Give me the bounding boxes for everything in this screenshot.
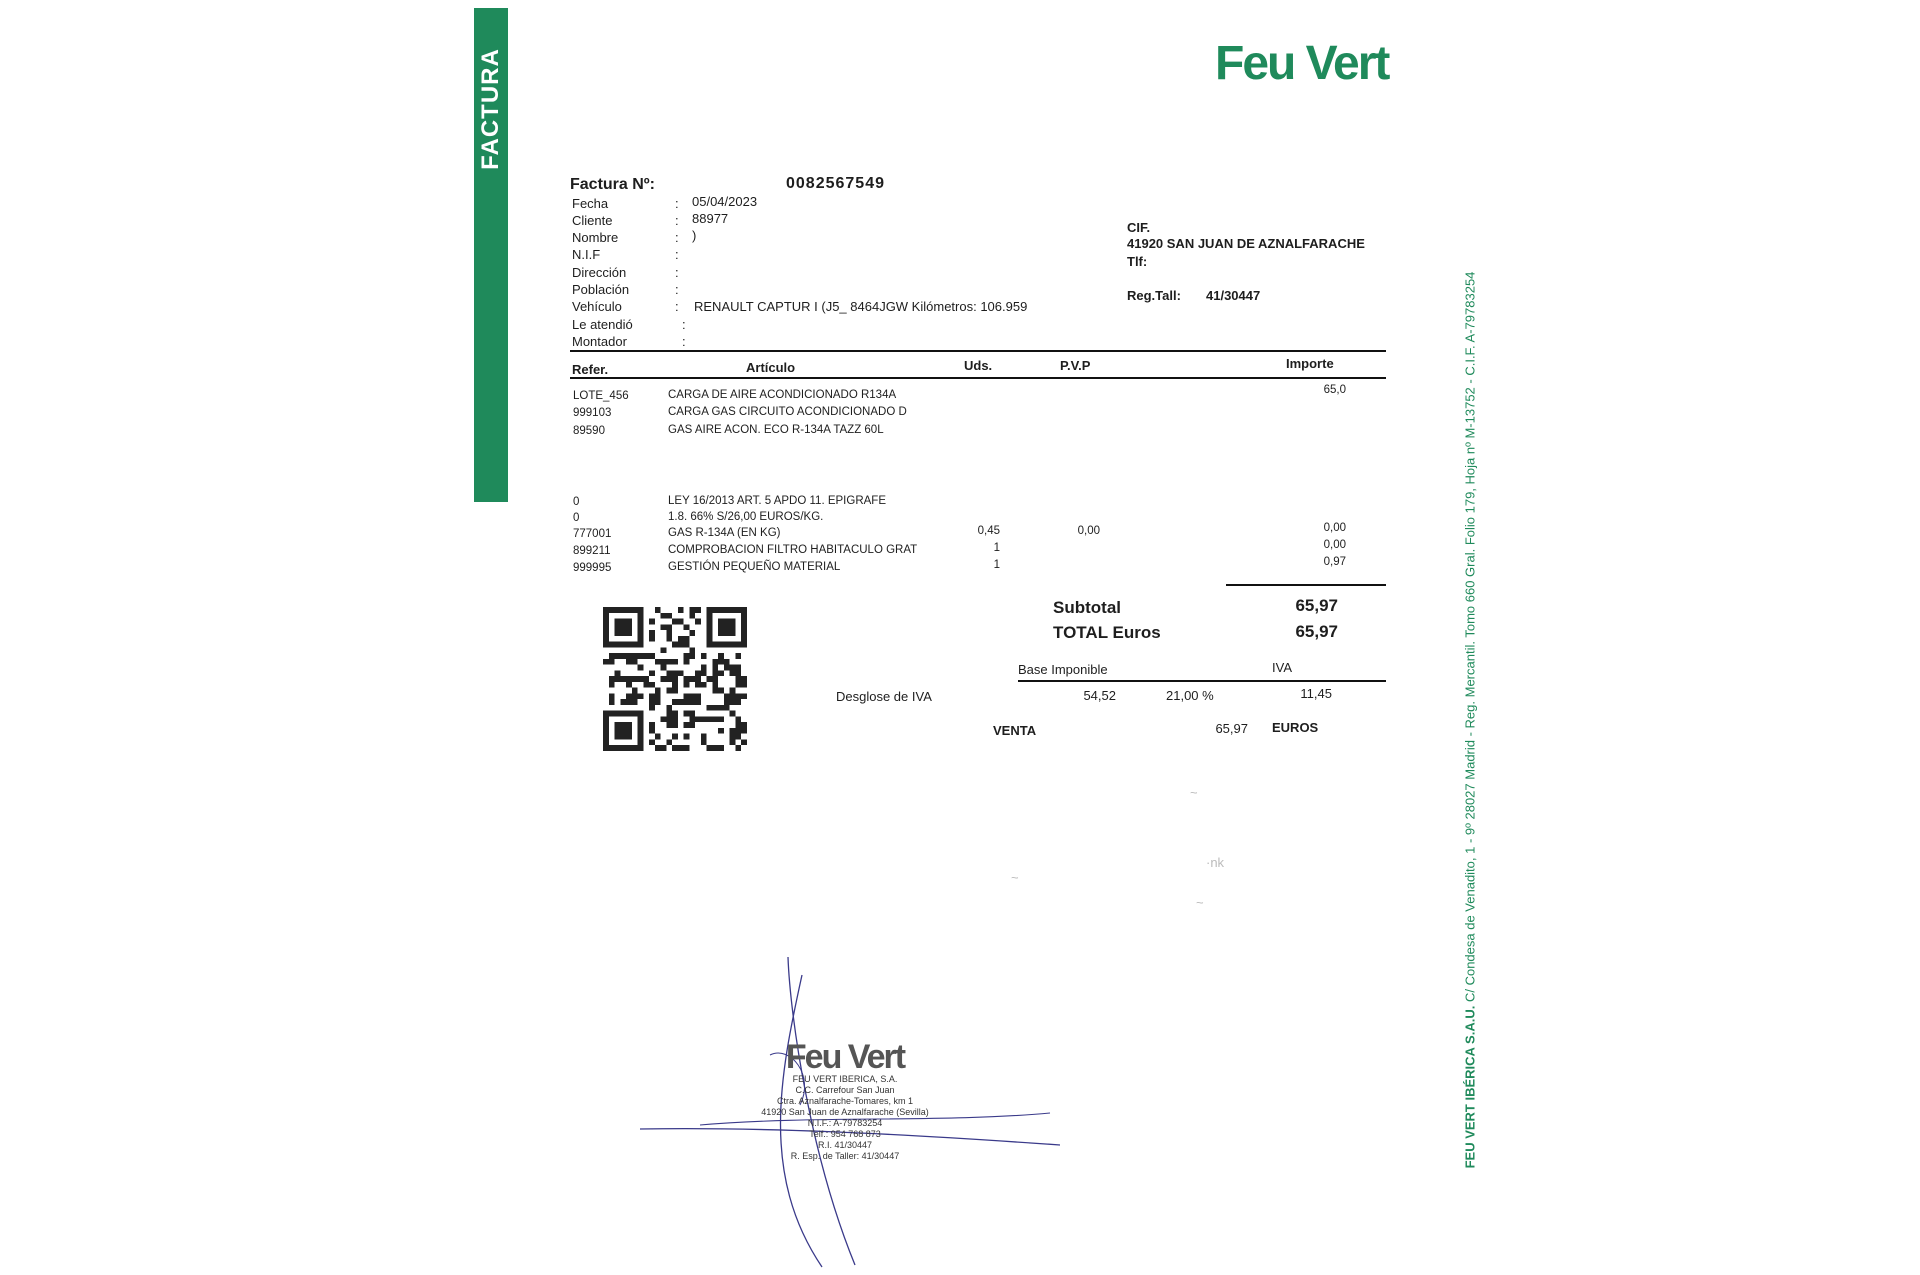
vat-rate: 21,00 % <box>1166 688 1214 703</box>
field-label: Le atendió <box>572 317 633 332</box>
row-ref: 89590 <box>573 425 605 437</box>
stamp-line: R. Esp. de Taller: 41/30447 <box>790 1151 900 1161</box>
field-separator: : <box>682 317 686 332</box>
venta-value: 65,97 <box>1215 721 1248 736</box>
field-label: Vehículo <box>572 299 622 314</box>
stamp-line: Ctra. Aznalfarache-Tomares, km 1 <box>776 1096 914 1106</box>
row-article: GESTIÓN PEQUEÑO MATERIAL <box>668 561 841 573</box>
stamp-line: C.C. Carrefour San Juan <box>795 1085 895 1095</box>
field-label: N.I.F <box>572 247 601 262</box>
row-ref: 0 <box>573 496 580 508</box>
row-ref: 999103 <box>573 407 612 419</box>
iva-label: IVA <box>1272 660 1292 675</box>
row-article: GAS AIRE ACON. ECO R-134A TAZZ 60L <box>668 424 884 436</box>
total-label: TOTAL Euros <box>1053 623 1161 642</box>
side-band-label: FACTURA <box>477 48 504 170</box>
subtotal-label: Subtotal <box>1053 598 1121 617</box>
field-label: Fecha <box>572 196 609 211</box>
row-article: CARGA DE AIRE ACONDICIONADO R134A <box>668 389 897 401</box>
stamp-line: 41920 San Juan de Aznalfarache (Sevilla) <box>761 1107 929 1117</box>
field-separator: : <box>675 230 679 245</box>
total-value: 65,97 <box>1295 622 1338 641</box>
stamp-line: FEU VERT IBERICA, S.A. <box>792 1074 898 1084</box>
row-amount: 0,00 <box>1323 539 1346 551</box>
row-ref: LOTE_456 <box>573 390 629 402</box>
subtotal-value: 65,97 <box>1295 596 1338 615</box>
vat-breakdown-label: Desglose de IVA <box>836 689 932 704</box>
stamp-line: R.I. 41/30447 <box>817 1140 873 1150</box>
qr-code-image <box>603 607 747 751</box>
row-article: COMPROBACION FILTRO HABITACULO GRAT <box>668 544 918 556</box>
field-separator: : <box>675 299 679 314</box>
stamp-line: N.I.F.: A-79783254 <box>807 1118 883 1128</box>
row-amount: 0,00 <box>1323 522 1346 534</box>
base-imponible-label: Base Imponible <box>1018 662 1108 677</box>
faint-mark: ~ <box>1196 895 1204 910</box>
faint-mark: ·nk <box>1206 855 1225 870</box>
venta-label: VENTA <box>993 723 1037 738</box>
row-ref: 777001 <box>573 528 612 540</box>
reg-tall-label: Reg.Tall: <box>1127 288 1181 303</box>
vat-iva-value: 11,45 <box>1300 686 1332 701</box>
field-label: Dirección <box>572 265 627 280</box>
header-units: Uds. <box>964 358 993 373</box>
row-amount: 0,97 <box>1323 556 1346 568</box>
row-article: LEY 16/2013 ART. 5 APDO 11. EPIGRAFE <box>668 495 886 507</box>
reg-tall-value: 41/30447 <box>1206 288 1261 303</box>
field-separator: : <box>675 247 679 262</box>
row-ref: 899211 <box>573 545 611 557</box>
totals-rule <box>1226 584 1386 586</box>
field-separator: : <box>675 213 679 228</box>
cif-label: CIF. <box>1127 220 1151 235</box>
field-label: Montador <box>572 334 627 349</box>
field-value: 88977 <box>692 211 729 226</box>
field-label: Cliente <box>572 213 613 228</box>
row-article: CARGA GAS CIRCUITO ACONDICIONADO D <box>668 406 907 418</box>
side-band-label-box <box>474 8 508 210</box>
feu-vert-logo: Feu Vert <box>1215 37 1389 90</box>
field-label: Población <box>572 282 630 297</box>
header-ref: Refer. <box>572 362 609 377</box>
header-article: Artículo <box>746 360 796 375</box>
row-article: GAS R-134A (EN KG) <box>668 527 781 539</box>
company-stamp <box>745 1040 945 1162</box>
stamp-line: Telf.: 954 768 873 <box>809 1129 881 1139</box>
tlf-label: Tlf: <box>1127 254 1148 269</box>
row-pvp: 0,00 <box>1077 525 1100 537</box>
vertical-footer <box>1460 220 1480 1220</box>
field-value: RENAULT CAPTUR I (J5_ 8464JGW Kilómetros: 106.959 <box>694 299 1028 314</box>
row-units: 1 <box>993 559 1000 571</box>
faint-mark: ~ <box>1190 785 1198 800</box>
row-units: 1 <box>993 542 1000 554</box>
venta-currency: EUROS <box>1272 720 1319 735</box>
field-separator: : <box>675 282 679 297</box>
field-value: ) <box>692 228 697 243</box>
footer-details: C/ Condesa de Venadito, 1 - 9º 28027 Madrid - Reg. Mercantil. Tomo 660 Gral. Folio 179, Hoja nº M-13752 - C.I.F. A-79783254 <box>1462 271 1478 1006</box>
field-value: 05/04/2023 <box>692 194 758 209</box>
shop-address: 41920 SAN JUAN DE AZNALFARACHE <box>1127 236 1365 251</box>
row-article: 1.8. 66% S/26,00 EUROS/KG. <box>668 511 824 523</box>
field-separator: : <box>682 334 686 349</box>
row-ref: 0 <box>573 512 580 524</box>
table-header-rule <box>570 377 1386 379</box>
stamp-lines <box>745 1074 945 1162</box>
footer-company: FEU VERT IBÉRICA S.A.U. <box>1462 1005 1478 1169</box>
field-label: Nombre <box>572 230 619 245</box>
table-top-rule <box>570 350 1386 352</box>
row-ref: 999995 <box>573 562 612 574</box>
field-separator: : <box>675 265 679 280</box>
header-amount: Importe <box>1286 356 1334 371</box>
invoice-number: 0082567549 <box>786 175 885 192</box>
field-separator: : <box>675 196 679 211</box>
vat-rule <box>1018 680 1386 682</box>
row-units: 0,45 <box>977 525 1000 537</box>
stamp-logo: Feu Vert <box>785 1038 905 1076</box>
header-pvp: P.V.P <box>1060 358 1091 373</box>
row-amount: 65,0 <box>1323 384 1346 396</box>
vat-base-value: 54,52 <box>1083 688 1116 703</box>
invoice-number-label: Factura Nº: <box>570 176 655 193</box>
faint-mark: ~ <box>1011 870 1019 885</box>
